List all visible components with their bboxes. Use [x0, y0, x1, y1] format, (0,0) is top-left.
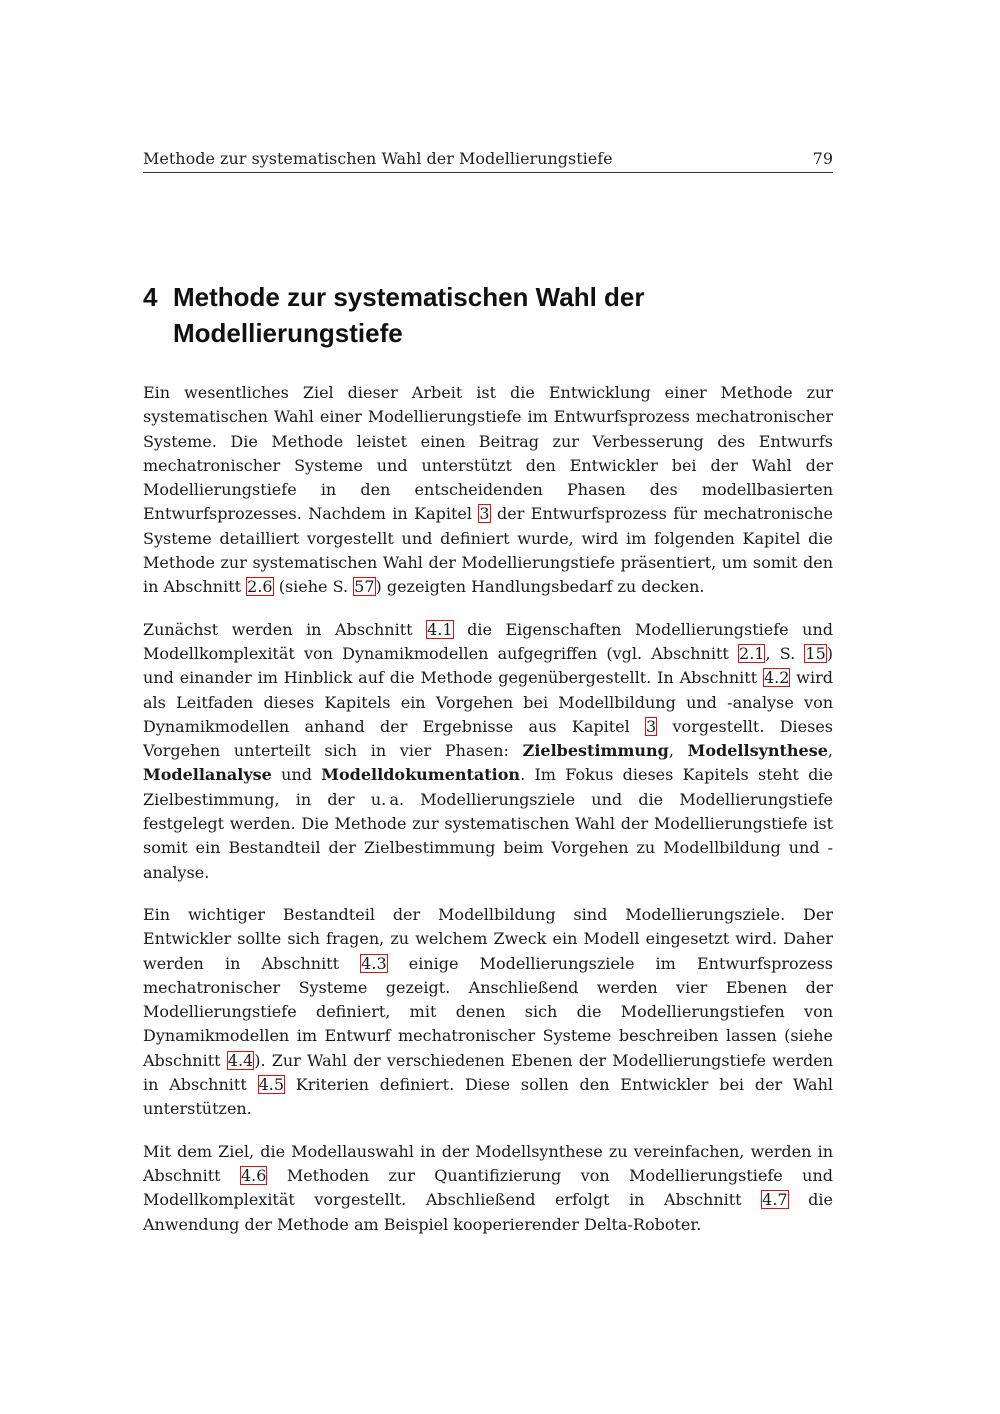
ref-abschnitt-4-3[interactable]: 4.3	[361, 953, 387, 973]
text-run: . Im Fokus dieses Kapitels steht die Zielbestimmung, in der u. a. Modellierungsziele und die Modellierungstiefe festgelegt werden. Die Methode zur systematischen Wahl der Modellierungstiefe ist somit ein Bestandteil der Zielbestimmung beim Vorgehen zu Modellbildung und -analyse.	[143, 765, 833, 882]
text-run: ) und einander im Hinblick auf die Methode gegenübergestellt. In Abschnitt	[143, 643, 833, 688]
header-rule	[143, 172, 833, 173]
chapter-title-line1: Methode zur systematischen Wahl der	[173, 282, 645, 312]
page-number: 79	[812, 149, 833, 168]
body-text	[143, 381, 833, 1255]
paragraph-2	[143, 618, 833, 885]
text-run: Ein wesentliches Ziel dieser Arbeit ist die Entwicklung einer Methode zur systematischen Wahl einer Modellierungstiefe im Entwurfsprozess mechatronischer Systeme. Die Methode leistet einen Beitrag zur Verbesserung des Entwurfs mechatronischer Systeme und unterstützt den Entwickler bei der Wahl der Modellierungstiefe in den entscheidenden Phasen des modellbasierten Entwurfsprozesses. Nachdem in Kapitel	[143, 383, 833, 524]
ref-abschnitt-4-2[interactable]: 4.2	[763, 668, 790, 688]
ref-abschnitt-4-7[interactable]: 4.7	[762, 1190, 788, 1210]
chapter-number: 4	[143, 282, 158, 312]
ref-seite-57[interactable]: 57	[354, 577, 375, 597]
text-run: Zunächst werden in Abschnitt	[143, 619, 427, 639]
chapter-heading	[143, 279, 833, 351]
chapter-title-line2: Modellierungstiefe	[173, 318, 403, 348]
text-run: einige Modellierungsziele im Entwurfsprozess mechatronischer Systeme gezeigt. Anschließend werden vier Ebenen der Modellierungstiefe definiert, mit denen sich die Modellierungstiefen von Dynamikmodellen im Entwurf mechatronischer Systeme beschreiben lassen (siehe Abschnitt	[143, 953, 834, 1070]
text-run: (siehe S.	[273, 577, 354, 597]
ref-abschnitt-4-5[interactable]: 4.5	[258, 1075, 285, 1095]
text-run: Mit dem Ziel, die Modellauswahl in der Modellsynthese zu vereinfachen, werden in Abschnitt	[143, 1141, 833, 1185]
running-header	[143, 149, 833, 169]
text-run: und	[271, 765, 322, 785]
ref-abschnitt-4-4[interactable]: 4.4	[227, 1050, 254, 1070]
text-run: ) gezeigten Handlungsbedarf zu decken.	[375, 577, 705, 597]
chapter-title	[173, 279, 833, 351]
ref-abschnitt-4-1[interactable]: 4.1	[427, 619, 453, 639]
ref-abschnitt-2-6[interactable]: 2.6	[247, 577, 273, 597]
ref-kapitel-3[interactable]: 3	[479, 504, 490, 524]
text-run: vorgestellt. Dieses Vorgehen unterteilt sich in vier Phasen:	[143, 716, 833, 761]
ref-kapitel-3[interactable]: 3	[646, 716, 657, 736]
text-run: der Entwurfsprozess für mechatronische Systeme detailliert vorgestellt und definiert wurde, wird im folgenden Kapitel die Methode zur systematischen Wahl der Modellierungstiefe präsentiert, um somit den in Abschnitt	[143, 504, 834, 597]
text-run: ,	[827, 741, 833, 761]
text-run: Ein wichtiger Bestandteil der Modellbildung sind Modellierungsziele. Der Entwickler sollte sich fragen, zu welchem Zweck ein Modell eingesetzt wird. Daher werden in Abschnitt	[143, 904, 833, 973]
term-zielbestimmung: Zielbestimmung	[522, 741, 669, 761]
text-run: ). Zur Wahl der verschiedenen Ebenen der Modellierungstiefe werden in Abschnitt	[143, 1050, 833, 1095]
ref-seite-15[interactable]: 15	[805, 643, 826, 663]
text-run: Kriterien definiert. Diese sollen den Entwickler bei der Wahl unterstützen.	[143, 1075, 833, 1119]
text-run: , S.	[765, 643, 805, 663]
running-title: Methode zur systematischen Wahl der Modellierungstiefe	[143, 149, 613, 168]
text-run: die Eigenschaften Modellierungstiefe und Modellkomplexität von Dynamikmodellen aufgegriffen (vgl. Abschnitt	[143, 619, 833, 663]
text-run: Methoden zur Quantifizierung von Modellierungstiefe und Modellkomplexität vorgestellt. Abschließend erfolgt in Abschnitt	[143, 1165, 834, 1210]
ref-abschnitt-4-6[interactable]: 4.6	[240, 1165, 267, 1185]
term-modellsynthese: Modellsynthese	[687, 741, 828, 761]
term-modellanalyse: Modellanalyse	[143, 765, 272, 785]
text-run: ,	[668, 741, 688, 761]
paragraph-3	[143, 903, 833, 1122]
paragraph-4	[143, 1140, 833, 1237]
ref-abschnitt-2-1[interactable]: 2.1	[739, 643, 765, 663]
term-modelldokumentation: Modelldokumentation	[321, 765, 521, 785]
text-run: wird als Leitfaden dieses Kapitels ein Vorgehen bei Modellbildung und -analyse von Dynamikmodellen anhand der Ergebnisse aus Kapitel	[143, 668, 833, 736]
paragraph-1	[143, 381, 833, 600]
text-run: die Anwendung der Methode am Beispiel kooperierender Delta-Roboter.	[143, 1190, 833, 1234]
